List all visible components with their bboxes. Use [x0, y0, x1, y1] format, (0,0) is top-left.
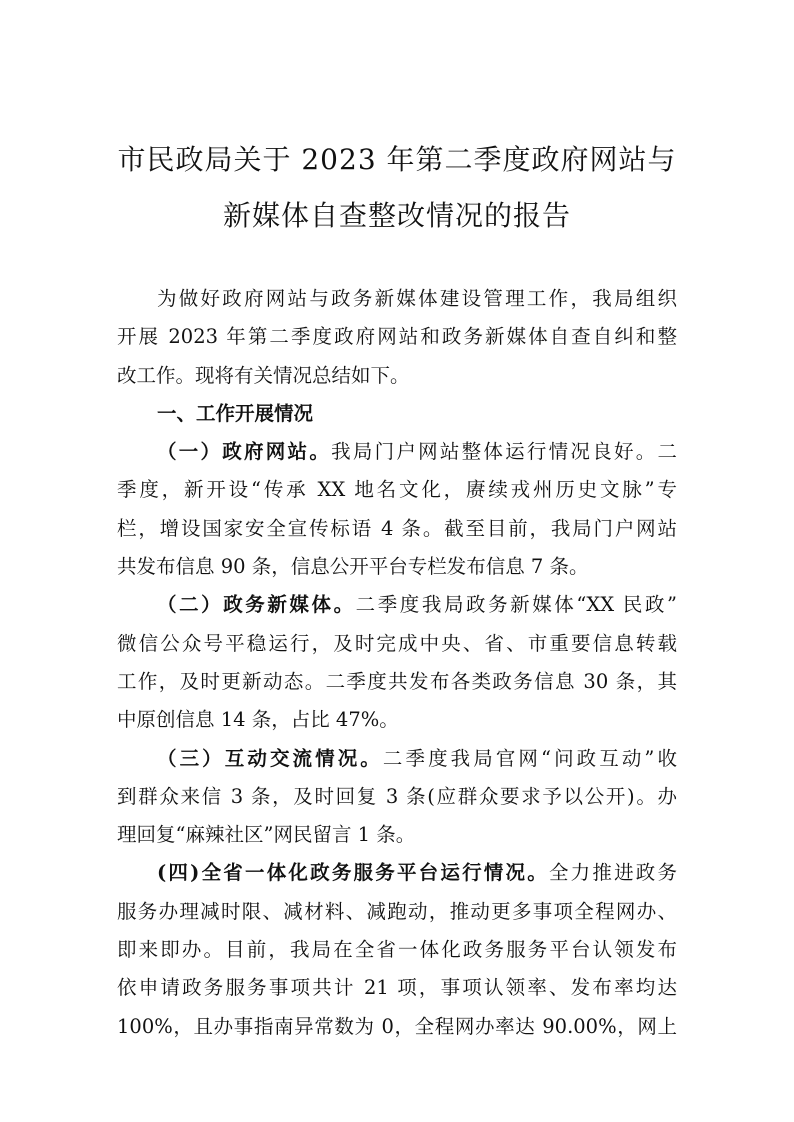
paragraph-4-line: 即来即办。目前，我局在全省一体化政务服务平台认领发布 — [117, 938, 677, 962]
subsection-lead: （一）政府网站。 — [157, 440, 332, 464]
intro-line: 为做好政府网站与政务新媒体建设管理工作，我局组织 — [157, 287, 677, 310]
text: 二季度我局政务新媒体“XX 民政” — [355, 593, 677, 617]
paragraph-4-line: 100%，且办事指南异常数为 0，全程网办率达 90.00%，网上 — [117, 1014, 677, 1038]
intro-line: 改工作。现将有关情况总结如下。 — [117, 363, 410, 387]
paragraph-1-line: 共发布信息 90 条，信息公开平台专栏发布信息 7 条。 — [117, 555, 589, 579]
document-body — [117, 280, 677, 1046]
document-title-line-1: 市民政局关于 2023 年第二季度政府网站与 — [117, 143, 677, 176]
paragraph-2-line: 工作，及时更新动态。二季度共发布各类政务信息 30 条，其 — [117, 669, 677, 693]
paragraph-2-line: 中原创信息 14 条，占比 47%。 — [117, 708, 399, 732]
intro-line: 开展 2023 年第二季度政府网站和政务新媒体自查自纠和整 — [117, 325, 677, 349]
text: 全力推进政务 — [548, 861, 677, 885]
subsection-lead: (四)全省一体化政务服务平台运行情况。 — [157, 861, 549, 885]
paragraph-3-line: 到群众来信 3 条，及时回复 3 条(应群众要求予以公开)。办 — [117, 784, 677, 808]
paragraph-1-line: 栏，增设国家安全宣传标语 4 条。截至目前，我局门户网站 — [117, 516, 677, 540]
text: 二季度我局官网“问政互动”收 — [382, 746, 677, 770]
subsection-lead: （二）政务新媒体。 — [157, 593, 356, 617]
paragraph-4-line: 依申请政务服务事项共计 21 项，事项认领率、发布率均达 — [117, 976, 677, 1000]
paragraph-4-line — [117, 854, 677, 892]
paragraph-3-line — [117, 740, 677, 778]
paragraph-2-line — [117, 586, 677, 624]
paragraph-2-line: 微信公众号平稳运行，及时完成中央、省、市重要信息转载 — [117, 631, 677, 655]
paragraph-3-line: 理回复“麻辣社区”网民留言 1 条。 — [117, 823, 416, 847]
subsection-lead: （三）互动交流情况。 — [157, 746, 383, 770]
section-heading: 一、工作开展情况 — [157, 401, 314, 425]
document-title-line-2: 新媒体自查整改情况的报告 — [222, 199, 571, 232]
paragraph-1-line — [117, 433, 677, 471]
paragraph-1-line: 季度，新开设“传承 XX 地名文化，赓续戎州历史文脉”专 — [117, 478, 677, 502]
text: 我局门户网站整体运行情况良好。二 — [331, 440, 677, 464]
paragraph-4-line: 服务办理减时限、减材料、减跑动，推动更多事项全程网办、 — [117, 899, 677, 923]
